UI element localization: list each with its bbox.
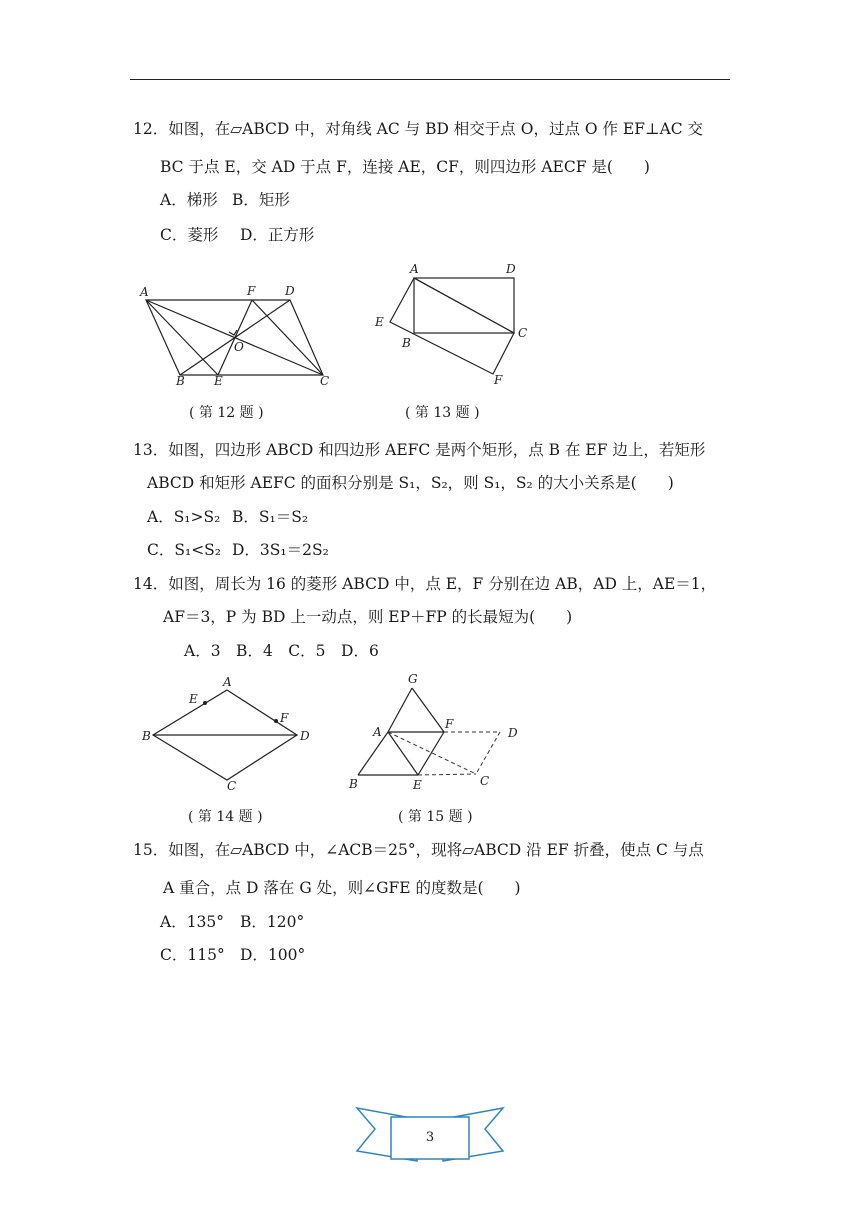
page-number: 3: [425, 1130, 435, 1145]
figure-q13: [370, 262, 540, 392]
q12-parallelogram-diagram: [130, 280, 350, 395]
figure-q14: [138, 672, 328, 792]
q13-label-a: A: [410, 262, 419, 276]
q12-figure-caption: ( 第 12 题 ): [189, 405, 264, 421]
q12-option-b: B．矩形: [232, 191, 290, 209]
q14-rhombus-diagram: [138, 672, 328, 792]
q14-stem-line2: AF＝3，P 为 BD 上一动点，则 EP＋FP 的长最短为( ): [163, 608, 573, 626]
q12-label-c: C: [320, 374, 330, 388]
q12-label-a: A: [140, 285, 149, 299]
q13-option-a: A．S₁>S₂: [147, 508, 221, 526]
q14-stem-line1: 14．如图，周长为 16 的菱形 ABCD 中，点 E，F 分别在边 AB，AD 上，AE＝1，: [133, 575, 717, 593]
header-rule: [130, 79, 730, 80]
q15-label-b: B: [349, 777, 358, 791]
q13-option-d: D．3S₁＝2S₂: [232, 541, 329, 559]
q12-option-a: A．梯形: [160, 191, 218, 209]
q13-label-b: B: [402, 336, 411, 350]
q14-figure-caption: ( 第 14 题 ): [188, 809, 263, 825]
q14-point-e: [203, 701, 207, 705]
q13-label-f: F: [494, 373, 503, 387]
figure-q15: [342, 670, 532, 800]
q15-label-d: D: [508, 726, 518, 740]
q13-stem-line1: 13．如图，四边形 ABCD 和四边形 AEFC 是两个矩形，点 B 在 EF 边上，若矩形: [133, 441, 706, 459]
q15-fold-diagram: [342, 670, 532, 800]
q12-label-o: O: [234, 340, 244, 354]
q13-stem-line2: ABCD 和矩形 AEFC 的面积分别是 S₁，S₂，则 S₁，S₂ 的大小关系是( ): [147, 474, 674, 492]
q15-label-f: F: [445, 717, 454, 731]
q12-option-d: D．正方形: [240, 226, 315, 244]
q13-label-e: E: [375, 315, 384, 329]
q12-label-e: E: [214, 374, 223, 388]
q14-point-f: [274, 719, 278, 723]
q15-option-b: B．120°: [240, 913, 305, 931]
q15-figure-caption: ( 第 15 题 ): [398, 809, 473, 825]
q13-option-c: C．S₁<S₂: [147, 541, 222, 559]
q15-label-g: G: [408, 672, 418, 686]
q15-label-a: A: [373, 725, 382, 739]
q12-label-b: B: [176, 374, 185, 388]
q15-stem-line2: A 重合，点 D 落在 G 处，则∠GFE 的度数是( ): [163, 879, 521, 897]
q14-label-e: E: [189, 692, 198, 706]
q12-label-d: D: [285, 284, 295, 298]
q14-options: A．3 B．4 C．5 D．6: [184, 642, 379, 660]
q13-label-c: C: [518, 326, 528, 340]
q12-label-f: F: [247, 284, 256, 298]
q15-label-e: E: [413, 778, 422, 792]
q12-option-c: C．菱形: [160, 226, 219, 244]
figure-q12: [130, 280, 350, 395]
q14-label-d: D: [300, 729, 310, 743]
q15-option-a: A．135°: [160, 913, 225, 931]
q14-label-b: B: [142, 729, 151, 743]
q13-label-d: D: [506, 262, 516, 276]
q13-option-b: B．S₁＝S₂: [232, 508, 309, 526]
q12-stem-line2: BC 于点 E，交 AD 于点 F，连接 AE，CF，则四边形 AECF 是( ): [160, 158, 650, 176]
q13-figure-caption: ( 第 13 题 ): [405, 405, 480, 421]
q15-label-c: C: [480, 774, 490, 788]
q13-rectangles-diagram: [370, 262, 540, 392]
q14-label-a: A: [223, 675, 232, 689]
q15-option-d: D．100°: [240, 946, 306, 964]
q14-label-c: C: [227, 779, 237, 793]
q15-option-c: C．115°: [160, 946, 225, 964]
q14-label-f: F: [280, 711, 289, 725]
q15-stem-line1: 15．如图，在▱ABCD 中，∠ACB＝25°，现将▱ABCD 沿 EF 折叠，使点 C 与点: [133, 841, 704, 859]
q12-stem-line1: 12．如图，在▱ABCD 中，对角线 AC 与 BD 相交于点 O，过点 O 作 EF⊥AC 交: [133, 120, 704, 138]
